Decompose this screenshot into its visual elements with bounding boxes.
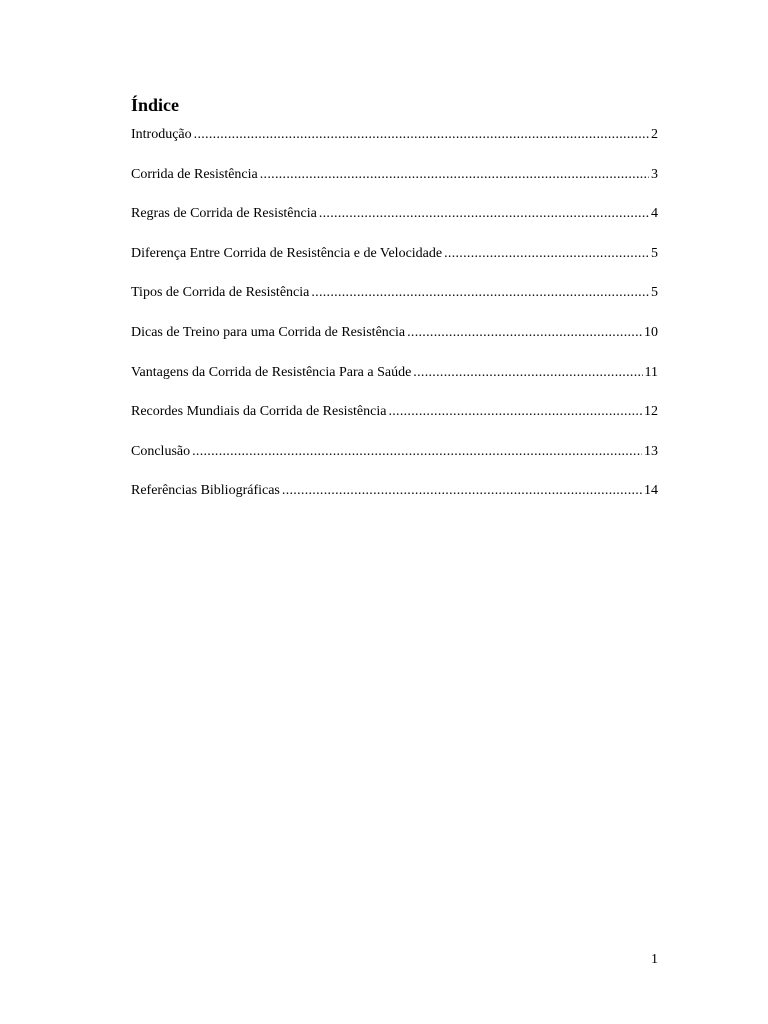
toc-entry-label: Regras de Corrida de Resistência <box>131 206 317 222</box>
toc-dot-leader <box>260 165 649 184</box>
toc-entry-page: 5 <box>651 285 658 301</box>
toc-entry-page: 13 <box>644 443 658 459</box>
toc-entry-vantagens[interactable] <box>131 363 658 382</box>
toc-entry-label: Tipos de Corrida de Resistência <box>131 285 310 301</box>
page-number: 1 <box>651 952 658 967</box>
toc-entry-label: Corrida de Resistência <box>131 166 258 182</box>
toc-dot-leader <box>311 283 649 302</box>
toc-entry-label: Diferença Entre Corrida de Resistência e de Velocidade <box>131 245 443 261</box>
toc-entry-regras[interactable] <box>131 204 658 223</box>
toc-dot-leader <box>282 481 642 500</box>
toc-dot-leader <box>319 204 649 223</box>
toc-dot-leader <box>194 125 649 144</box>
toc-entry-page: 4 <box>651 206 658 222</box>
toc-entry-page: 3 <box>651 166 658 182</box>
toc-dot-leader <box>444 244 649 263</box>
toc-entry-page: 5 <box>651 245 658 261</box>
toc-entry-label: Dicas de Treino para uma Corrida de Resistência <box>131 324 406 340</box>
toc-dot-leader <box>407 323 642 342</box>
toc-entry-label: Referências Bibliográficas <box>131 483 280 499</box>
toc-dot-leader <box>413 363 642 382</box>
toc-entry-introducao[interactable] <box>131 125 658 144</box>
toc-entry-label: Recordes Mundiais da Corrida de Resistência <box>131 404 387 420</box>
toc-entry-dicas-de-treino[interactable] <box>131 323 658 342</box>
toc-entry-referencias[interactable] <box>131 481 658 500</box>
toc-title: Índice <box>131 95 180 115</box>
toc-entry-label: Vantagens da Corrida de Resistência Para a Saúde <box>131 364 412 380</box>
toc-entry-page: 2 <box>651 127 658 142</box>
toc-entry-recordes-mundiais[interactable] <box>131 402 658 421</box>
toc-entry-tipos[interactable] <box>131 283 658 302</box>
toc-entry-page: 12 <box>644 404 658 420</box>
toc-list <box>131 125 658 521</box>
toc-dot-leader <box>388 402 642 421</box>
toc-entry-diferenca[interactable] <box>131 244 658 263</box>
toc-entry-page: 11 <box>644 364 658 380</box>
toc-entry-label: Introdução <box>131 127 192 142</box>
toc-entry-page: 10 <box>644 324 658 340</box>
toc-entry-label: Conclusão <box>131 443 191 459</box>
toc-entry-page: 14 <box>644 483 658 499</box>
toc-entry-conclusao[interactable] <box>131 442 658 461</box>
toc-entry-corrida-de-resistencia[interactable] <box>131 165 658 184</box>
toc-dot-leader <box>192 442 642 461</box>
